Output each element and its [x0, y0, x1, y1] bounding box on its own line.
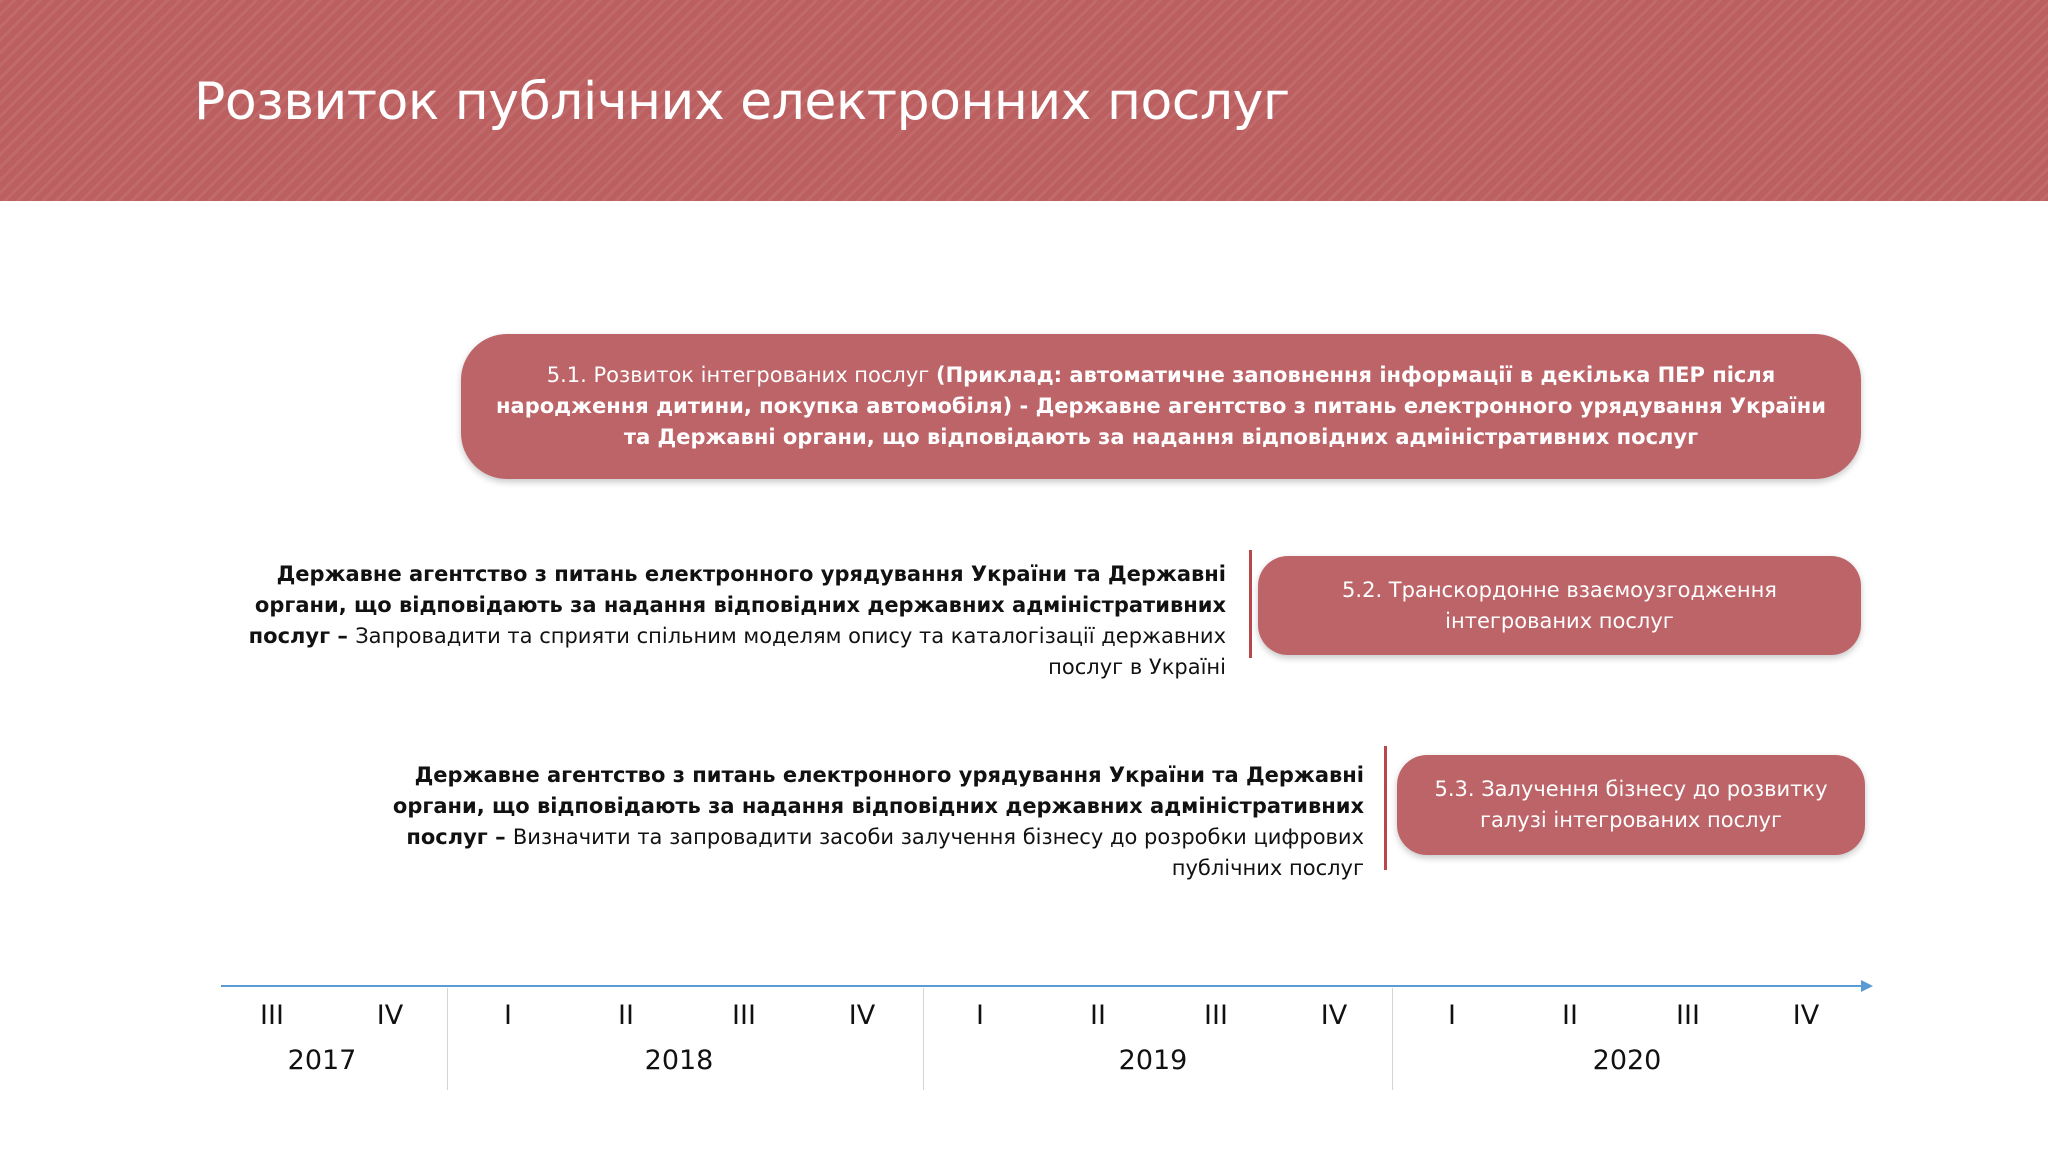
milestone-5-2-divider	[1249, 550, 1252, 658]
milestone-5-1-title: 5.1. Розвиток інтегрованих послуг	[546, 363, 936, 387]
year-divider	[1392, 988, 1393, 1090]
year-label: 2019	[1118, 1045, 1188, 1076]
timeline-arrow-icon	[1861, 980, 1873, 992]
milestone-5-3-action: Визначити та запровадити засоби залучення бізнесу до розробки цифрових публічних послуг	[512, 825, 1364, 880]
milestone-5-2-description	[190, 559, 1226, 683]
quarter-label: I	[1448, 1000, 1456, 1031]
quarter-label: IV	[848, 1000, 876, 1031]
year-label: 2017	[287, 1045, 357, 1076]
quarter-label: IV	[1320, 1000, 1348, 1031]
milestone-5-3-description	[340, 760, 1364, 884]
year-label: 2018	[644, 1045, 714, 1076]
year-label: 2020	[1592, 1045, 1662, 1076]
milestone-5-2-title: 5.2. Транскордонне взаємоузгодження інтегрованих послуг	[1342, 577, 1777, 633]
quarter-label: III	[260, 1000, 284, 1031]
milestone-5-3-divider	[1384, 746, 1387, 870]
milestone-5-3-title: 5.3. Залучення бізнесу до розвитку галузі інтегрованих послуг	[1434, 777, 1828, 832]
milestone-5-1-box	[461, 334, 1861, 479]
quarter-label: III	[1676, 1000, 1700, 1031]
milestone-5-2-box	[1258, 556, 1861, 655]
slide-title: Розвиток публічних електронних послуг	[194, 72, 1290, 132]
year-divider	[447, 988, 448, 1090]
quarter-label: II	[1090, 1000, 1106, 1031]
quarter-label: III	[732, 1000, 756, 1031]
milestone-5-2-action: Запровадити та сприяти спільним моделям опису та каталогізації державних послуг в Україні	[355, 624, 1226, 679]
milestone-5-1-detail: (Приклад: автоматичне заповнення інформації в декілька ПЕР після народження дитини, покупка автомобіля) - Державне агентство з питань електронного урядування України та Державні органи, що відповідають за надання відповідних адміністративних послуг	[496, 363, 1826, 449]
milestone-5-1-text	[491, 360, 1831, 453]
milestone-5-3-responsible: Державне агентство з питань електронного урядування України та Державні органи, що відповідають за надання відповідних державних адміністративних послуг –	[392, 763, 1364, 849]
quarter-label: II	[618, 1000, 634, 1031]
quarter-label: IV	[1792, 1000, 1820, 1031]
milestone-5-3-box	[1397, 755, 1865, 855]
quarter-label: I	[976, 1000, 984, 1031]
timeline-axis	[221, 985, 1863, 987]
quarter-label: I	[504, 1000, 512, 1031]
year-divider	[923, 988, 924, 1090]
quarter-label: II	[1562, 1000, 1578, 1031]
quarter-label: IV	[376, 1000, 404, 1031]
quarter-label: III	[1204, 1000, 1228, 1031]
milestone-5-2-responsible: Державне агентство з питань електронного урядування України та Державні органи, що відповідають за надання відповідних державних адміністративних послуг –	[248, 562, 1226, 648]
